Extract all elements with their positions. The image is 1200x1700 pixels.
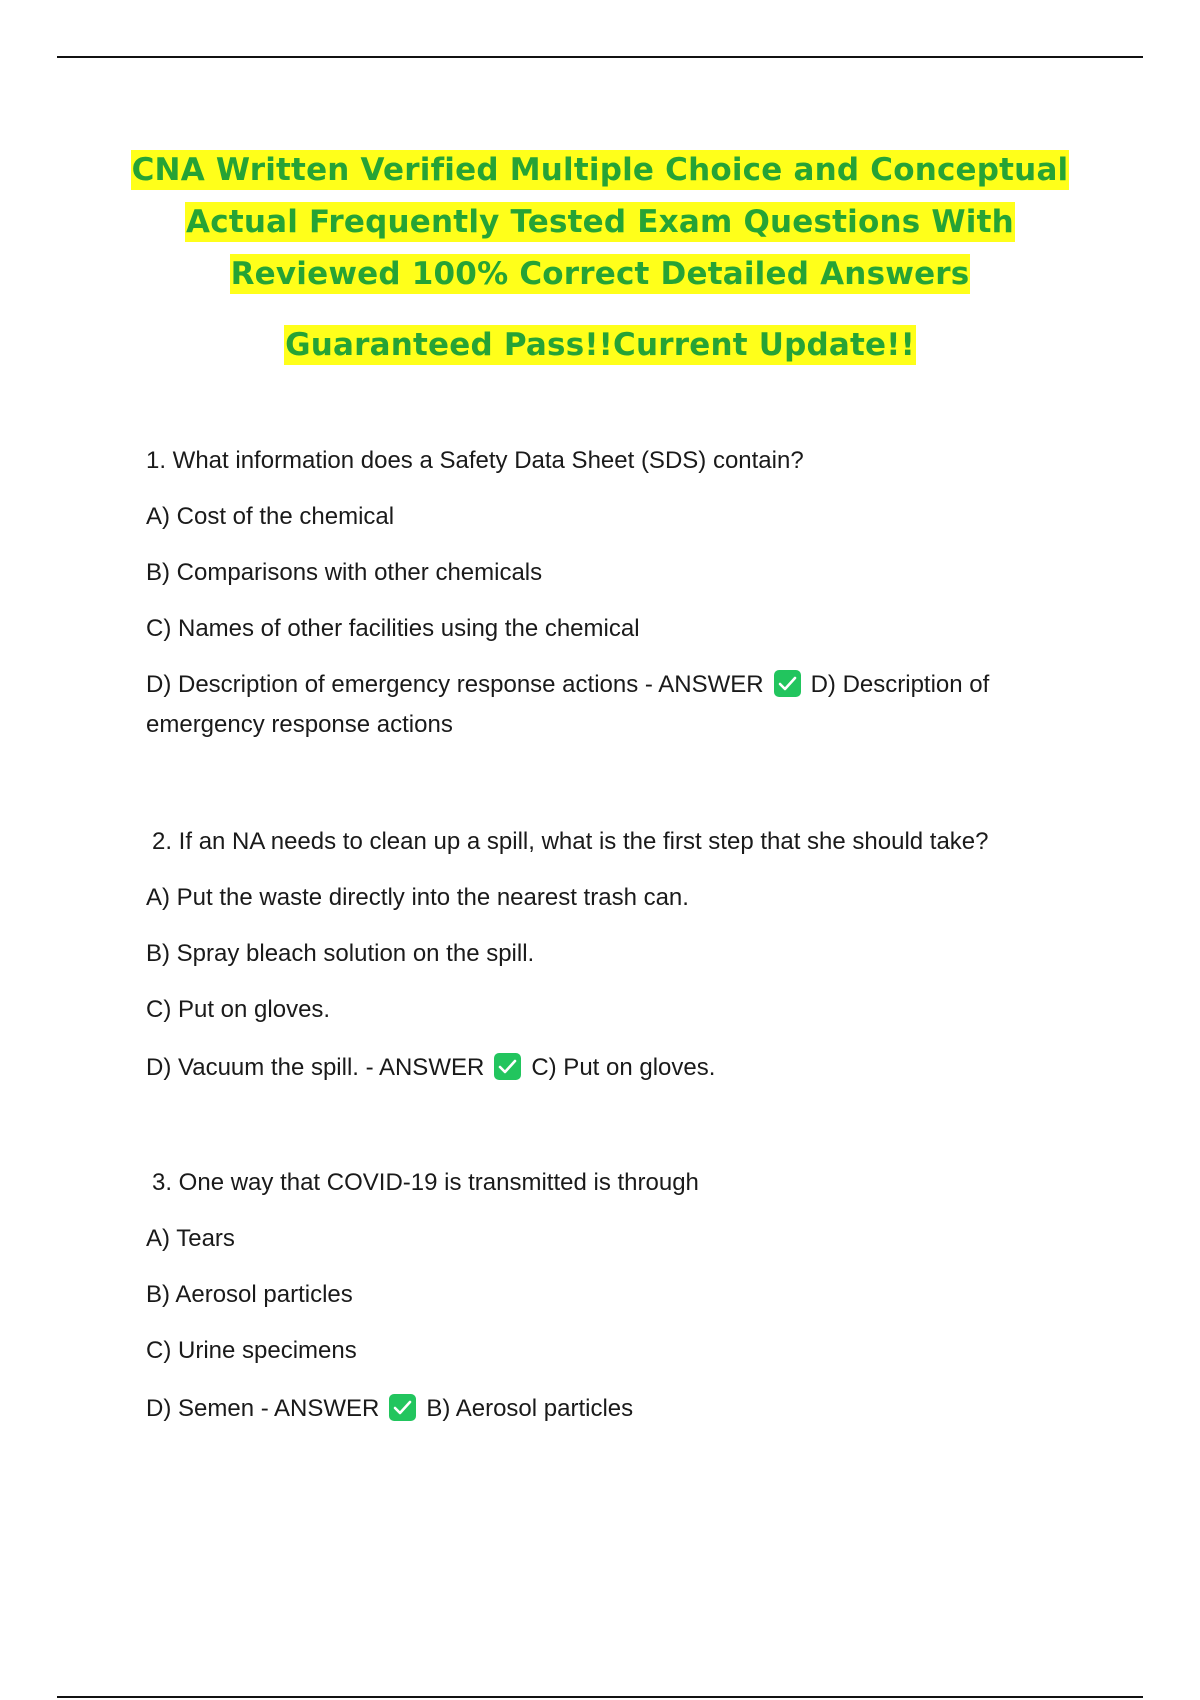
top-rule [57, 56, 1143, 58]
question-2 [146, 822, 1066, 1088]
option-d: D) Description of emergency response actions - ANSWER [146, 671, 764, 698]
option-a: A) Cost of the chemical [146, 503, 395, 530]
check-mark-icon [389, 1394, 416, 1421]
question-3 [146, 1163, 1066, 1429]
question-text: 1. What information does a Safety Data Sheet (SDS) contain? [146, 447, 804, 474]
option-c: C) Urine specimens [146, 1337, 357, 1364]
option-b: B) Spray bleach solution on the spill. [146, 940, 535, 967]
option-d-with-answer [146, 1389, 1066, 1429]
title-line-3: Reviewed 100% Correct Detailed Answers [230, 256, 970, 292]
title-line-2: Actual Frequently Tested Exam Questions With [186, 204, 1014, 240]
question-text: 3. One way that COVID-19 is transmitted is through [152, 1169, 699, 1196]
option-a: A) Put the waste directly into the nearest trash can. [146, 884, 689, 911]
option-a: A) Tears [146, 1225, 235, 1252]
option-b: B) Comparisons with other chemicals [146, 559, 543, 586]
option-c: C) Names of other facilities using the chemical [146, 615, 640, 642]
option-d-with-answer [146, 1048, 1066, 1088]
answer-text: D) Description of emergency response actions [146, 671, 990, 738]
option-b: B) Aerosol particles [146, 1281, 353, 1308]
option-d: D) Vacuum the spill. - ANSWER [146, 1054, 485, 1081]
title-line-4: Guaranteed Pass!!Current Update!! [285, 327, 915, 363]
bottom-rule [57, 1696, 1143, 1698]
question-1 [146, 441, 1066, 745]
option-d: D) Semen - ANSWER [146, 1395, 380, 1422]
option-d-with-answer [146, 665, 1066, 745]
answer-text: C) Put on gloves. [531, 1054, 716, 1081]
title-line-1: CNA Written Verified Multiple Choice and Conceptual [131, 152, 1069, 188]
check-mark-icon [774, 670, 801, 697]
check-mark-icon [494, 1053, 521, 1080]
answer-text: B) Aerosol particles [426, 1395, 634, 1422]
option-c: C) Put on gloves. [146, 996, 331, 1023]
question-text: 2. If an NA needs to clean up a spill, what is the first step that she should take? [152, 828, 989, 855]
document-title [100, 144, 1100, 371]
